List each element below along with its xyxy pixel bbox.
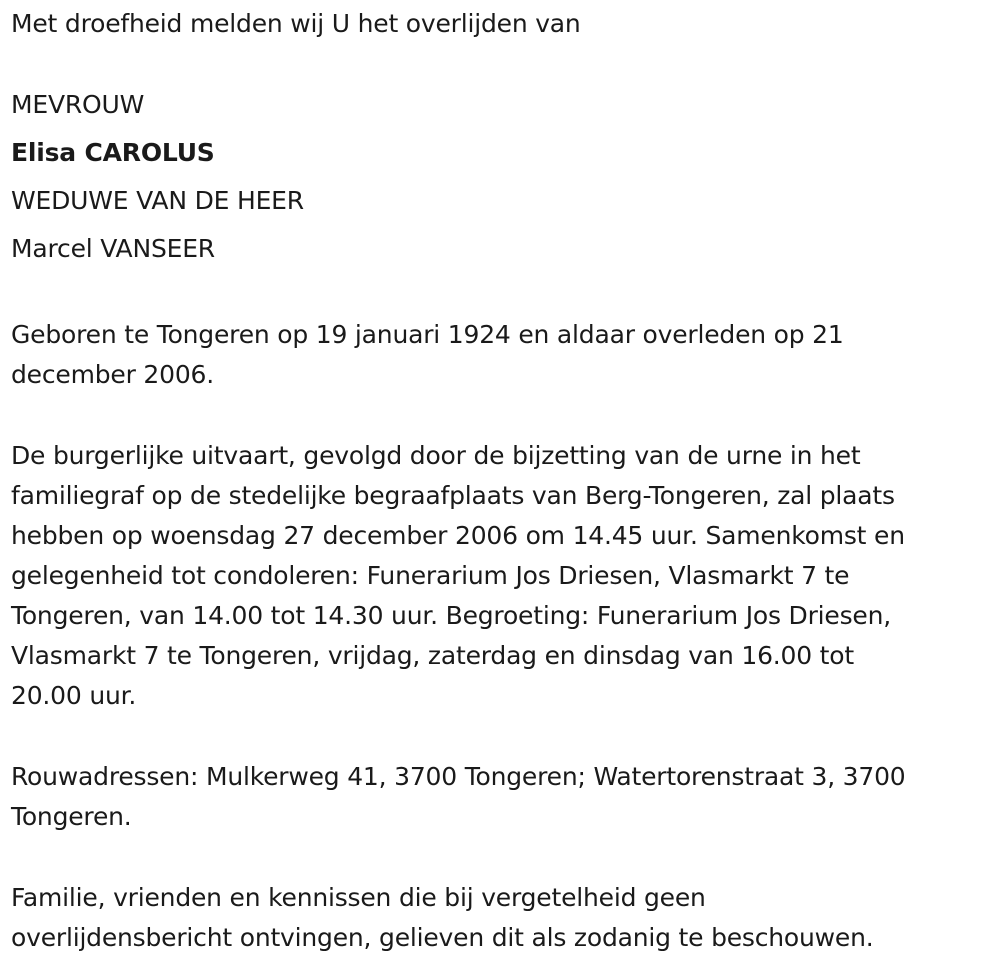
spacer — [11, 277, 986, 315]
closing-paragraph — [11, 878, 986, 958]
spacer — [11, 395, 986, 436]
paragraph-line: Vlasmarkt 7 te Tongeren, vrijdag, zaterdag en dinsdag van 16.00 tot — [11, 641, 854, 670]
spacer — [11, 44, 986, 85]
funeral-paragraph — [11, 436, 986, 716]
deceased-name: Elisa CAROLUS — [11, 138, 215, 167]
intro-text: Met droefheid melden wij U het overlijden van — [11, 9, 581, 38]
widow-status: WEDUWE VAN DE HEER — [11, 186, 304, 215]
spacer — [11, 837, 986, 878]
mourning-address-paragraph — [11, 757, 986, 837]
paragraph-line: december 2006. — [11, 360, 214, 389]
paragraph-line: 20.00 uur. — [11, 681, 137, 710]
paragraph-line: Familie, vrienden en kennissen die bij vergetelheid geen — [11, 883, 706, 912]
birth-death-paragraph — [11, 315, 986, 395]
spacer — [11, 716, 986, 757]
paragraph-line: gelegenheid tot condoleren: Funerarium Jos Driesen, Vlasmarkt 7 te — [11, 561, 850, 590]
obituary-notice — [11, 4, 986, 958]
spouse-name: Marcel VANSEER — [11, 234, 215, 263]
paragraph-line: familiegraf op de stedelijke begraafplaats van Berg-Tongeren, zal plaats — [11, 481, 895, 510]
paragraph-line: De burgerlijke uitvaart, gevolgd door de bijzetting van de urne in het — [11, 441, 861, 470]
honorific: MEVROUW — [11, 90, 145, 119]
paragraph-line: hebben op woensdag 27 december 2006 om 14.45 uur. Samenkomst en — [11, 521, 905, 550]
paragraph-line: Tongeren, van 14.00 tot 14.30 uur. Begroeting: Funerarium Jos Driesen, — [11, 601, 891, 630]
paragraph-line: Rouwadressen: Mulkerweg 41, 3700 Tongeren; Watertorenstraat 3, 3700 — [11, 762, 906, 791]
paragraph-line: Tongeren. — [11, 802, 132, 831]
paragraph-line: overlijdensbericht ontvingen, gelieven dit als zodanig te beschouwen. — [11, 923, 874, 952]
paragraph-line: Geboren te Tongeren op 19 januari 1924 en aldaar overleden op 21 — [11, 320, 844, 349]
